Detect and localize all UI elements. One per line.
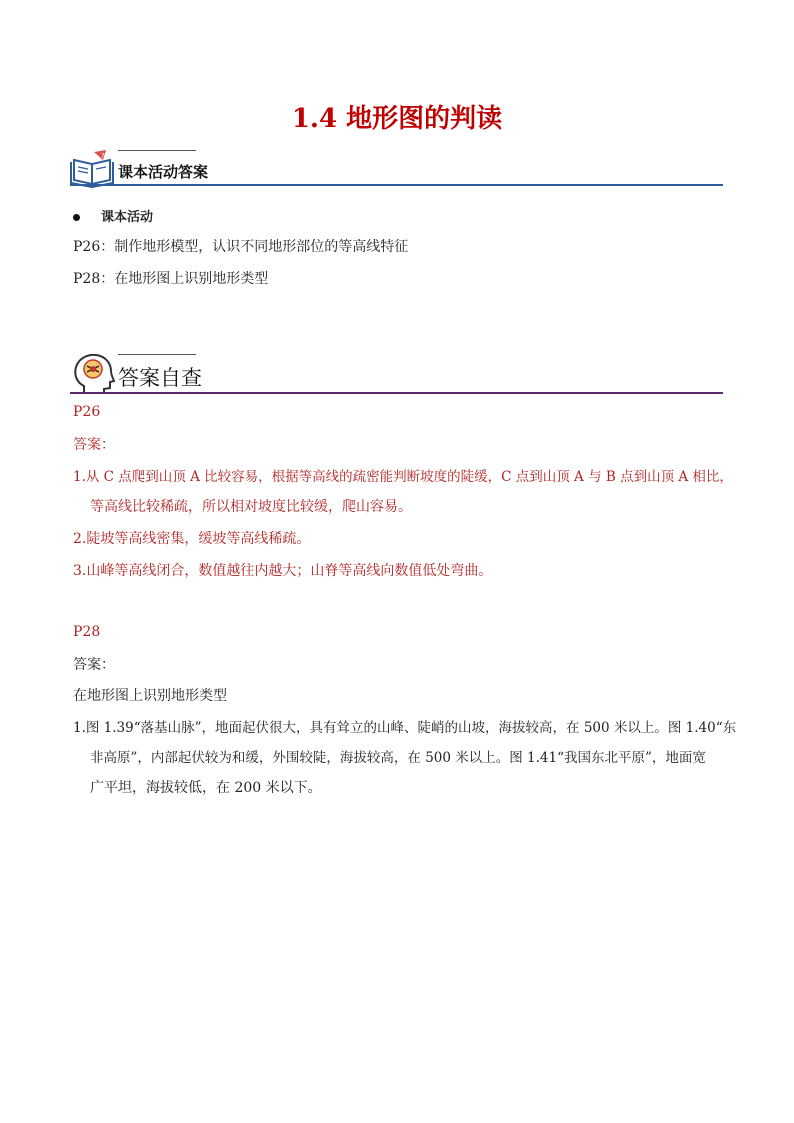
answer-line: 1.从 C 点爬到山顶 A 比较容易，根据等高线的疏密能判断坡度的陡缓，C 点到山顶 A 与 B 点到山顶 A 相比，: [73, 469, 733, 485]
bullet-icon: [73, 214, 80, 221]
bullet-label: 课本活动: [101, 210, 154, 225]
answer-subtitle: 在地形图上识别地形类型: [73, 688, 227, 704]
answer-line: 1.图 1.39“落基山脉”，地面起伏很大，具有耸立的山峰、陡峭的山坡，海拔较高，在 500 米以上。图 1.40“东: [73, 720, 737, 736]
answer-line: 2.陡坡等高线密集，缓坡等高线稀疏。: [73, 531, 311, 547]
section-heading: 课本活动答案: [118, 163, 209, 181]
section-divider: [70, 392, 723, 394]
answer-line: 广平坦，海拔较低，在 200 米以下。: [90, 780, 322, 796]
page-title: 1.4 地形图的判读: [291, 104, 503, 134]
answer-line: 等高线比较稀疏，所以相对坡度比较缓，爬山容易。: [90, 499, 412, 515]
section-divider: [70, 184, 723, 186]
svg-text:?: ?: [101, 152, 105, 160]
section-header-textbook-activity: [70, 148, 723, 198]
answer-line: 3.山峰等高线闭合，数值越往内越大；山脊等高线向数值低处弯曲。: [73, 563, 493, 579]
activity-item: P26：制作地形模型，认识不同地形部位的等高线特征: [73, 239, 409, 255]
thinking-head-icon: [70, 352, 116, 396]
answer-line: 非高原”，内部起伏较为和缓，外围较陡，海拔较高，在 500 米以上。图 1.41“我国东北平原”，地面宽: [90, 750, 706, 766]
header-accent-line: [118, 354, 196, 355]
page-ref: P26: [73, 404, 101, 420]
answer-label: 答案：: [73, 657, 115, 673]
header-accent-line: [118, 150, 196, 151]
answer-label: 答案：: [73, 437, 115, 453]
page-ref: P28: [73, 624, 101, 640]
section-header-answer-check: [70, 352, 723, 402]
section-heading: 答案自查: [118, 366, 202, 390]
activity-item: P28：在地形图上识别地形类型: [73, 271, 269, 287]
